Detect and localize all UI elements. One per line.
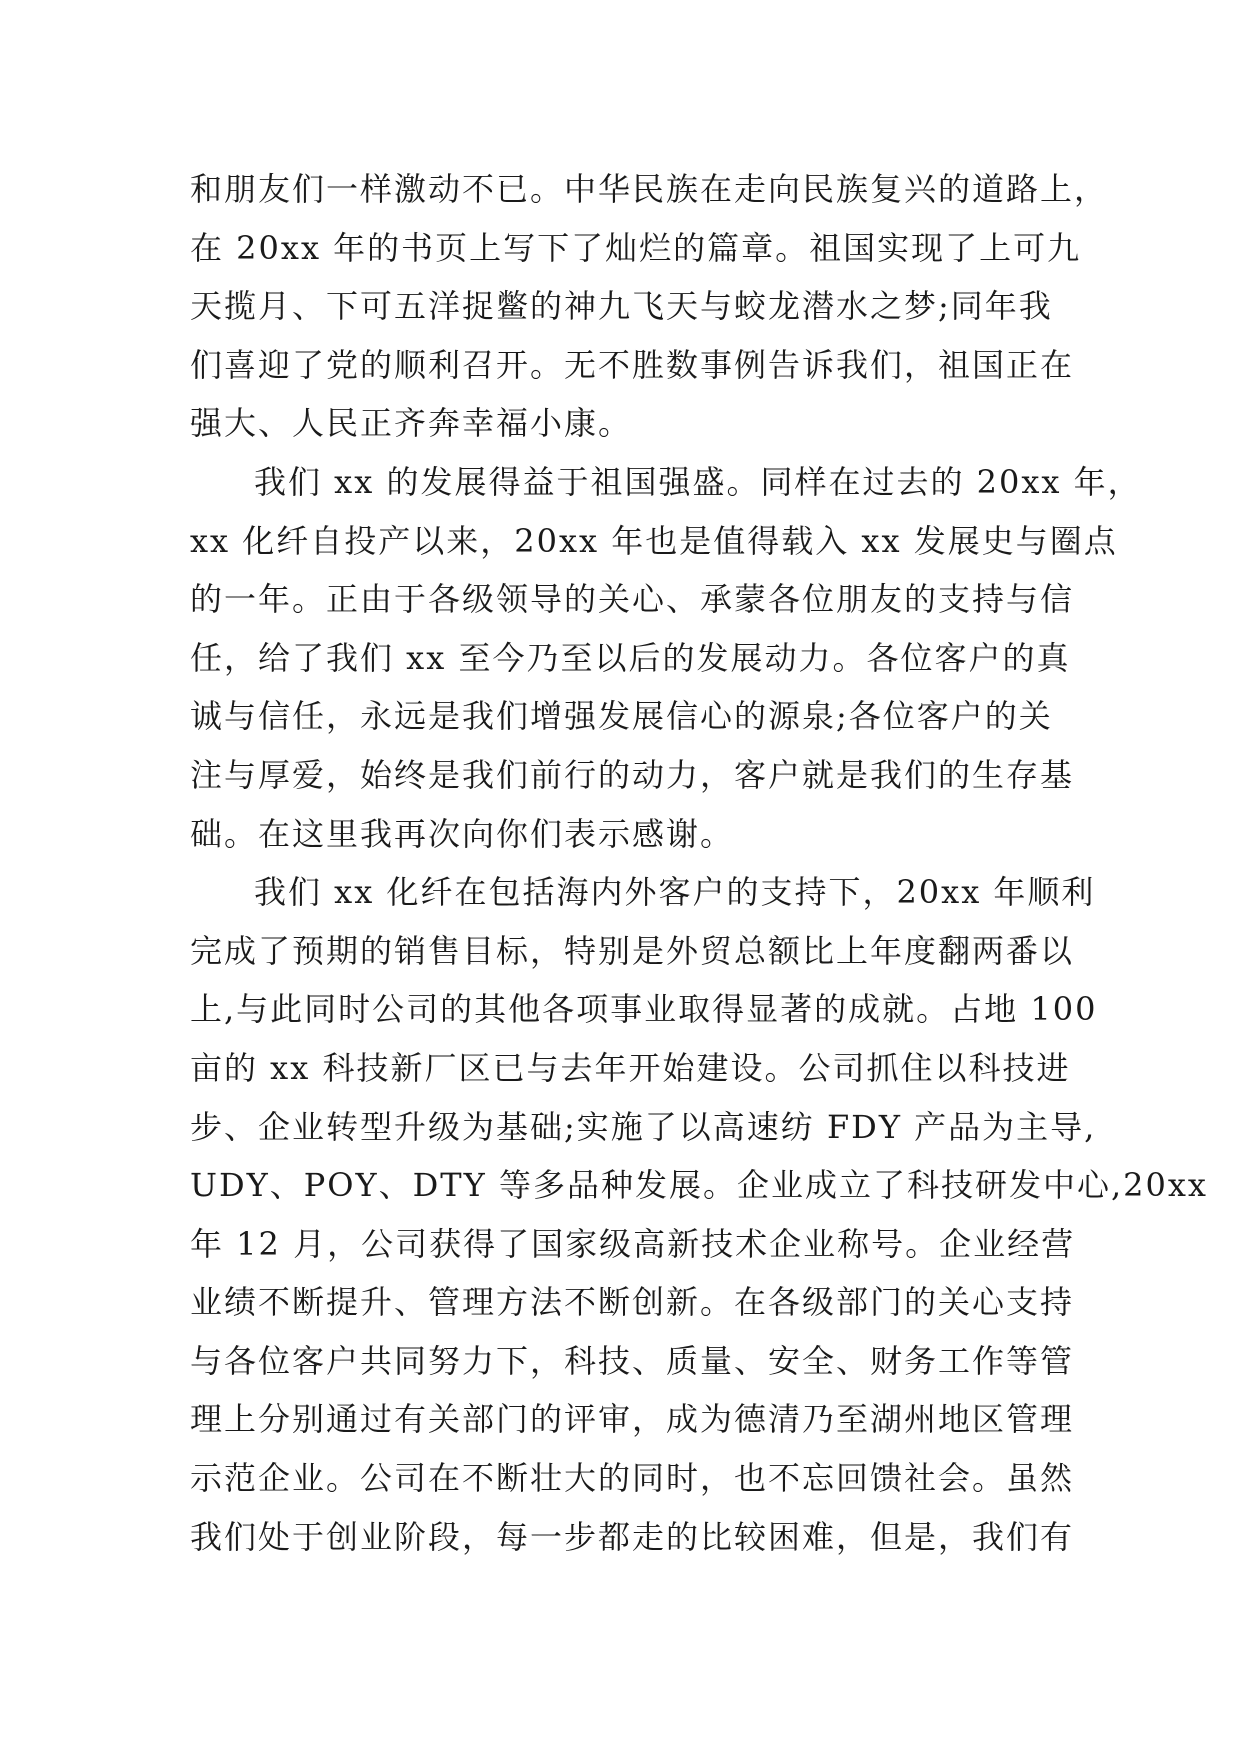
text-line: xx 化纤自投产以来，20xx 年也是值得载入 xx 发展史与圈点: [190, 521, 1118, 560]
text-line: 步、企业转型升级为基础;实施了以高速纺 FDY 产品为主导,: [190, 1107, 1097, 1146]
text-line: 在 20xx 年的书页上写下了灿烂的篇章。祖国实现了上可九: [190, 228, 1082, 267]
text-line: 我们处于创业阶段，每一步都走的比较困难，但是，我们有: [190, 1517, 1075, 1556]
text-line: 业绩不断提升、管理方法不断创新。在各级部门的关心支持: [190, 1283, 1075, 1322]
paragraph: [190, 453, 1142, 863]
text-line: 示范企业。公司在不断壮大的同时，也不忘回馈社会。虽然: [190, 1459, 1075, 1498]
text-line: 的一年。正由于各级领导的关心、承蒙各位朋友的支持与信: [190, 580, 1075, 619]
text-line: 我们 xx 的发展得益于祖国强盛。同样在过去的 20xx 年，: [254, 462, 1142, 501]
paragraph: [190, 863, 1208, 1566]
text-line: 强大、人民正齐奔幸福小康。: [190, 404, 633, 443]
text-line: UDY、POY、DTY 等多品种发展。企业成立了科技研发中心,20xx: [190, 1166, 1208, 1205]
text-line: 上,与此同时公司的其他各项事业取得显著的成就。占地 100: [190, 990, 1098, 1029]
text-line: 注与厚爱，始终是我们前行的动力，客户就是我们的生存基: [190, 755, 1075, 794]
text-line: 亩的 xx 科技新厂区已与去年开始建设。公司抓住以科技进: [190, 1048, 1071, 1087]
text-line: 任，给了我们 xx 至今乃至以后的发展动力。各位客户的真: [190, 638, 1071, 677]
text-line: 天揽月、下可五洋捉鳖的神九飞天与蛟龙潜水之梦;同年我: [190, 287, 1053, 326]
document-body: [190, 160, 1208, 1566]
text-line: 我们 xx 化纤在包括海内外客户的支持下，20xx 年顺利: [254, 873, 1096, 912]
text-line: 诚与信任，永远是我们增强发展信心的源泉;各位客户的关: [190, 697, 1053, 736]
text-line: 理上分别通过有关部门的评审，成为德清乃至湖州地区管理: [190, 1400, 1075, 1439]
text-line: 与各位客户共同努力下，科技、质量、安全、财务工作等管: [190, 1341, 1075, 1380]
text-line: 年 12 月，公司获得了国家级高新技术企业称号。企业经营: [190, 1224, 1076, 1263]
text-line: 们喜迎了党的顺利召开。无不胜数事例告诉我们，祖国正在: [190, 345, 1075, 384]
text-line: 础。在这里我再次向你们表示感谢。: [190, 814, 735, 853]
text-line: 完成了预期的销售目标，特别是外贸总额比上年度翻两番以: [190, 931, 1075, 970]
text-line: 和朋友们一样激动不已。中华民族在走向民族复兴的道路上，: [190, 170, 1109, 208]
paragraph: [190, 160, 1109, 453]
